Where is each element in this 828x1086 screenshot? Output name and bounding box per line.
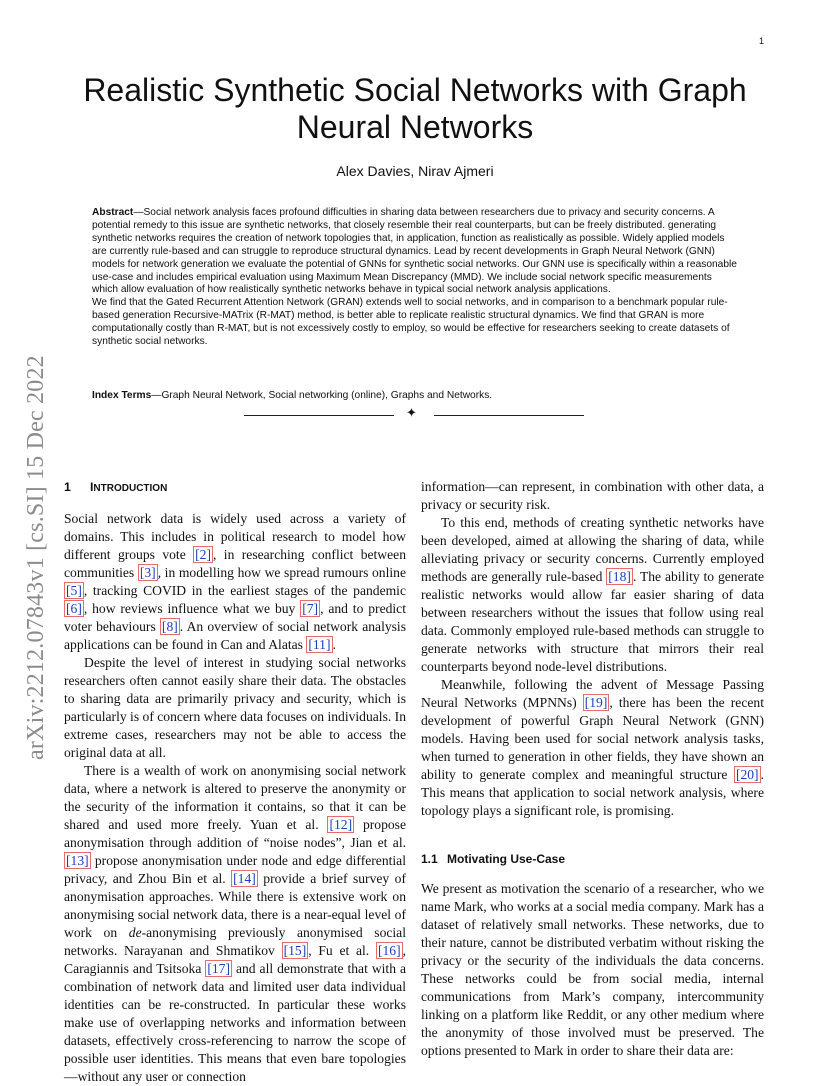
section-heading-introduction bbox=[64, 478, 406, 498]
body-text: , in researching conflict between communities bbox=[64, 547, 406, 580]
body-text: , Caragiannis and Tsitsoka bbox=[64, 943, 407, 976]
citation-link[interactable]: [5] bbox=[66, 583, 82, 598]
citation-link[interactable]: [16] bbox=[377, 943, 401, 958]
citation-link[interactable]: [2] bbox=[195, 547, 211, 562]
body-text: There is a wealth of work on anonymising social network data, where a network is altered to preserve the anonymity or the security of the information it contains, so that it can be shared and used more freely. Yuan et al. bbox=[64, 763, 406, 832]
section-title-rest: NTRODUCTION bbox=[93, 483, 168, 494]
page-number: 1 bbox=[758, 36, 764, 46]
abstract-text-1: —Social network analysis faces profound difficulties in sharing data between researchers due to privacy and security concerns. A potential remedy to this issue are synthetic networks, that closely resemble their real counterparts, but can be freely distributed. generating synthetic networks requires the creation of network topologies that, in application, function as realistically as possible. Widely applied models are currently rule-based and can struggle to reproduce structural dynamics. Lead by recent developments in Graph Neural Network (GNN) models for network generation we evaluate the potential of GNNs for synthetic social networks. Our GNN use is specifically within a reasonable use-case and includes empirical evaluation using Maximum Mean Discrepancy (MMD). We include social network specific measurements which allow evaluation of how realistically synthetic networks behave in typical social network analysis applications. bbox=[92, 207, 737, 296]
author-list: Alex Davies, Nirav Ajmeri bbox=[336, 163, 494, 179]
citation-link[interactable]: [19] bbox=[584, 695, 608, 710]
body-text: . This means that application to social network analysis, where topology plays a significant role, is promising. bbox=[421, 767, 764, 818]
intro-paragraph-3-continued: information—can represent, in combination with other data, a privacy or security risk. bbox=[421, 479, 764, 512]
citation-link[interactable]: [17] bbox=[207, 961, 230, 976]
separator-rule-right bbox=[434, 415, 584, 416]
body-text: , how reviews influence what we buy bbox=[83, 601, 301, 616]
paper-title: Realistic Synthetic Social Networks with Graph Neural Networks bbox=[83, 72, 747, 145]
body-text: , tracking COVID in the earliest stages of the pandemic bbox=[83, 583, 406, 598]
motivating-paragraph-1: We present as motivation the scenario of a researcher, who we name Mark, who works at a social media company. Mark has a dataset of relatively small networks. These networks, due to their nature, cannot be distributed verbatim without risking the privacy or the security of the individuals the data concerns. These networks could be from social media, internal communications from Mark’s company, intercommunity linking on a platform like Reddit, or any other medium where the anonymity of those involved must be preserved. The options presented to Mark in order to share their data are: bbox=[421, 881, 765, 1058]
separator-diamond-icon: ✦ bbox=[406, 406, 417, 421]
citation-link[interactable]: [3] bbox=[139, 565, 156, 580]
citation-link[interactable]: [18] bbox=[608, 569, 631, 584]
index-terms-label: Index Terms bbox=[92, 390, 152, 401]
section-number: 1 bbox=[64, 480, 71, 494]
body-text: -anonymising previously anonymised social networks. Narayanan and Shmatikov bbox=[64, 925, 406, 958]
body-text: propose anonymisation through addition of “noise nodes”, Jian et al. bbox=[64, 817, 407, 850]
citation-link[interactable]: [11] bbox=[308, 637, 331, 652]
abstract-label: Abstract bbox=[92, 207, 134, 218]
body-text: . The ability to generate realistic networks would allow far easier sharing of data between researchers without the issues that follow using real data. Commonly employed rule-based methods can struggle to generate networks with structure that mirrors their real counterparts beyond node-level distributions. bbox=[421, 569, 764, 674]
section-separator bbox=[244, 407, 584, 425]
body-text: provide a brief survey of anonymisation approaches. While there is extensive work on anonymising social network data, there is a near-equal level of work on bbox=[64, 871, 407, 940]
body-text: . bbox=[332, 637, 336, 652]
body-text: and all demonstrate that with a combination of network data and limited user data individual identities can be re-constructed. In particular these works make use of overlapping networks and information between datasets, effectively cross-referencing to narrow the scope of possible user identities. This means that even bare topologies—without any user or connection bbox=[64, 961, 406, 1084]
body-text: , Fu et al. bbox=[308, 943, 376, 958]
intro-paragraph-2: Despite the level of interest in studying social networks researchers often cannot easily share their data. The obstacles to sharing data are primarily privacy and security, which is particularly is of concern where data focuses on individuals. In extreme cases, researchers may not be able to access the original data at all. bbox=[64, 655, 406, 760]
citation-link[interactable]: [12] bbox=[329, 817, 353, 832]
abstract-paragraph-2: We find that the Gated Recurrent Attention Network (GRAN) extends well to social networks, and in comparison to a benchmark popular rule-based generation Recursive-MATrix (R-MAT) method, is better able to replicate realistic structural dynamics. We find that GRAN is more computationally costly than R-MAT, but is not excessively costly to employ, so would be effective for researchers seeking to create datasets of synthetic social networks. bbox=[92, 297, 730, 348]
body-text: To this end, methods of creating synthetic networks have been developed, aimed at allowing the sharing of data, while alleviating privacy or security concerns. Currently employed methods are generally rule-based bbox=[421, 515, 764, 584]
abstract-paragraph-1 bbox=[92, 207, 738, 297]
body-text: Social network data is widely used across a variety of domains. This includes in political research to model how different groups vote bbox=[64, 511, 406, 562]
citation-link[interactable]: [14] bbox=[233, 871, 256, 886]
emphasis-text: de bbox=[128, 925, 142, 940]
arxiv-identifier-stamp: arXiv:2212.07843v1 [cs.SI] 15 Dec 2022 bbox=[23, 355, 49, 760]
body-text: , there has been the recent development of powerful Graph Neural Network (GNN) models. Having been used for social network analysis tasks, when turned to generation in other fields, they have shown an ability to generate complex and meaningful structure bbox=[421, 695, 764, 782]
citation-link[interactable]: [15] bbox=[283, 943, 307, 958]
index-terms bbox=[92, 389, 738, 402]
subsection-number: 1.1 bbox=[421, 852, 438, 866]
citation-link[interactable]: [8] bbox=[161, 619, 178, 634]
intro-paragraph-5 bbox=[421, 676, 764, 820]
intro-paragraph-3 bbox=[64, 762, 406, 1086]
subsection-heading-motivating-use-case bbox=[421, 850, 764, 868]
abstract bbox=[92, 207, 738, 349]
section-title-first-letter: I bbox=[90, 480, 94, 494]
body-text: . An overview of social network analysis applications can be found in Can and Alatas bbox=[64, 619, 407, 652]
separator-rule-left bbox=[244, 415, 394, 416]
index-terms-text: —Graph Neural Network, Social networking (online), Graphs and Networks. bbox=[151, 390, 493, 401]
left-column bbox=[64, 478, 406, 1086]
body-text: , in modelling how we spread rumours online bbox=[157, 565, 406, 580]
citation-link[interactable]: [20] bbox=[735, 767, 759, 782]
citation-link[interactable]: [6] bbox=[66, 601, 82, 616]
body-text: Meanwhile, following the advent of Message Passing Neural Networks (MPNNs) bbox=[421, 677, 764, 710]
body-text: , and to predict voter behaviours bbox=[64, 601, 406, 634]
intro-paragraph-4 bbox=[421, 514, 764, 676]
citation-link[interactable]: [7] bbox=[302, 601, 319, 616]
subsection-title: Motivating Use-Case bbox=[447, 852, 566, 866]
right-column bbox=[421, 478, 764, 1060]
citation-link[interactable]: [13] bbox=[66, 853, 89, 868]
body-text: propose anonymisation under node and edge differential privacy, and Zhou Bin et al. bbox=[64, 853, 406, 886]
intro-paragraph-1 bbox=[64, 510, 406, 654]
